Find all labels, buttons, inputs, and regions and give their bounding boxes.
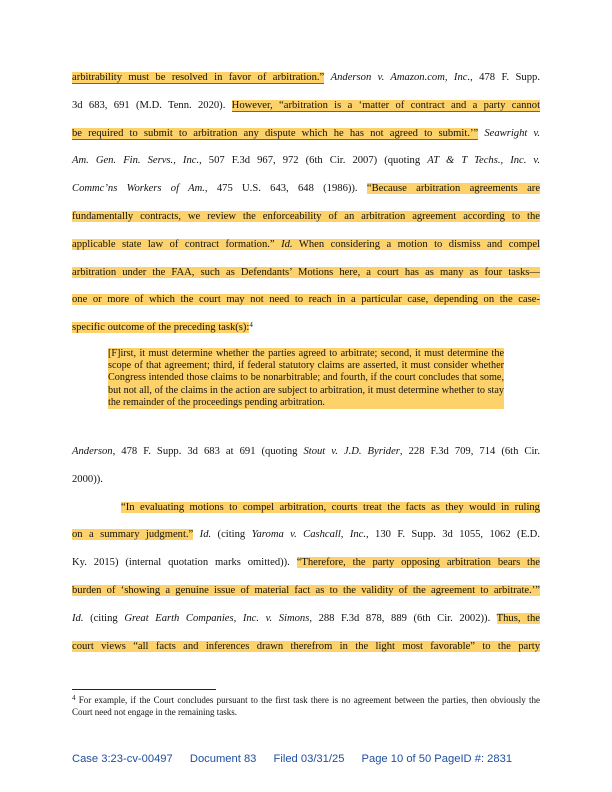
text-line: Commc’ns Workers of Am., 475 U.S. 643, 648 (1986)). “Because arbitration agreements are: [72, 183, 541, 195]
text-line: fundamentally contracts, we review the enforceability of an arbitration agreement according to the: [72, 211, 540, 222]
text-line: specific outcome of the preceding task(s):$^4$: [72, 321, 253, 334]
text-line: arbitration under the FAA, such as Defendants’ Motions here, a court has as many as four tasks—: [72, 266, 540, 278]
text-line: court views “all facts and inferences drawn therefrom in the light most favorable” to the party: [72, 640, 540, 652]
text-line: applicable state law of contract formation.” Id. When considering a motion to dismiss and compel: [72, 238, 540, 250]
page-footer: [72, 753, 542, 765]
footnote-text: For example, if the Court concludes pursuant to the first task there is no agreement between the parties, then obviously the Court need not engage in the remaining tasks.: [72, 695, 541, 717]
text-line: one or more of which the court may not need to reach in a particular case, depending on the case-: [72, 294, 540, 306]
text-line: arbitrability must be resolved in favor of arbitration.” Anderson v. Amazon.com, Inc., 478 F. Supp.: [72, 72, 540, 83]
footer-filed-date: Filed 03/31/25: [273, 753, 345, 765]
text-line: on a summary judgment.” Id. (citing Yaroma v. Cashcall, Inc., 130 F. Supp. 3d 1055, 1062 (E.D.: [72, 529, 540, 541]
block-quote: [F]irst, it must determine whether the parties agreed to arbitrate; second, it must determine the scope of that agreement; third, if federal statutory claims are asserted, it must consider whether Congress intended those claims to be nonarbitrable; and fourth, if the court concludes that some, but not all, of the claims in the action are subject to arbitration, it must determine whether to stay the remainder of the proceedings pending arbitration.: [108, 348, 504, 408]
footer-page-id: Page 10 of 50 PageID #: 2831: [361, 753, 513, 765]
text-line: “In evaluating motions to compel arbitration, courts treat the facts as they would in ruling: [121, 501, 540, 513]
footnote-marker: 4: [72, 694, 76, 702]
footer-document-number: Document 83: [189, 753, 257, 765]
text-line: burden of ‘showing a genuine issue of material fact as to the validity of the agreement to arbitrate.’”: [72, 585, 540, 596]
footnote: [72, 694, 540, 718]
text-line: Id. (citing Great Earth Companies, Inc. v. Simons, 288 F.3d 878, 889 (6th Cir. 2002)). Thus, the: [72, 612, 540, 624]
footnote-divider: [72, 689, 216, 690]
text-line: Am. Gen. Fin. Servs., Inc., 507 F.3d 967, 972 (6th Cir. 2007) (quoting AT & T Techs., Inc. v.: [72, 155, 540, 167]
text-line: be required to submit to arbitration any dispute which he has not agreed to submit.’” Seawright v.: [72, 127, 541, 139]
text-line: Ky. 2015) (internal quotation marks omitted)). “Therefore, the party opposing arbitration bears the: [72, 557, 540, 569]
text-line: 3d 683, 691 (M.D. Tenn. 2020). However, “arbitration is a ‘matter of contract and a party cannot: [72, 99, 541, 111]
text-line: Anderson, 478 F. Supp. 3d 683 at 691 (quoting Stout v. J.D. Byrider, 228 F.3d 709, 714 (6th Cir.: [72, 446, 541, 457]
text-line: 2000)).: [72, 473, 103, 485]
footer-case-number: Case 3:23-cv-00497: [72, 753, 173, 765]
